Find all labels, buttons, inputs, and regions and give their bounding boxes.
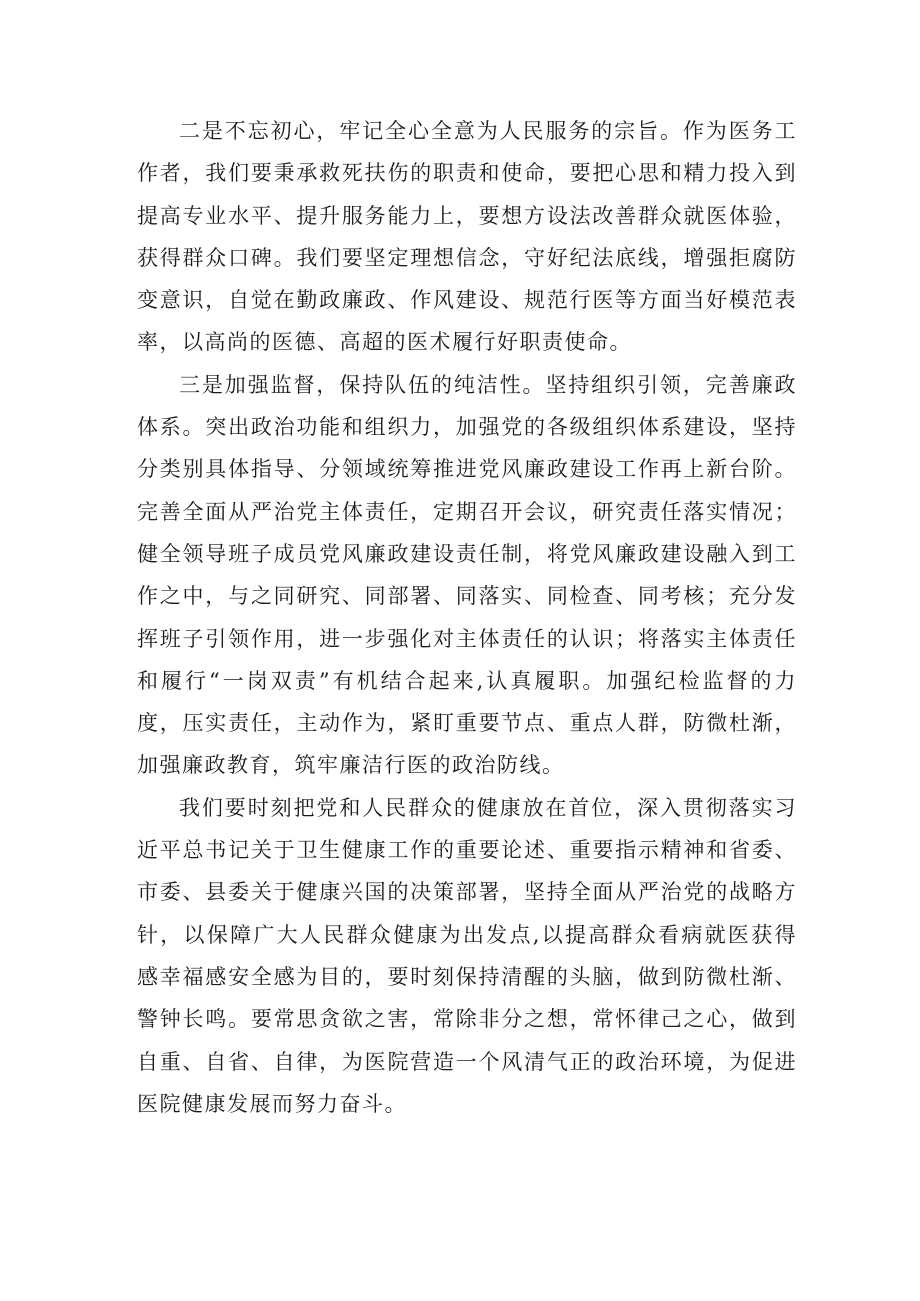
paragraph-conclusion: 我们要时刻把党和人民群众的健康放在首位，深入贯彻落实习近平总书记关于卫生健康工作的重要论述、重要指示精神和省委、市委、县委关于健康兴国的决策部署，坚持全面从严治党的战略方针，以保障广大人民群众健康为出发点,以提高群众看病就医获得感幸福感安全感为目的，要时刻保持清醒的头脑，做到防微杜渐、警钟长鸣。要常思贪欲之害，常除非分之想，常怀律己之心，做到自重、自省、自律，为医院营造一个风清气正的政治环境，为促进医院健康发展而努力奋斗。 [137, 795, 797, 1116]
document-body [137, 110, 797, 1125]
paragraph-mindset: 二是不忘初心，牢记全心全意为人民服务的宗旨。作为医务工作者，我们要秉承救死扶伤的职责和使命，要把心思和精力投入到提高专业水平、提升服务能力上，要想方设法改善群众就医体验，获得群众口碑。我们要坚定理想信念，守好纪法底线，增强拒腐防变意识，自觉在勤政廉政、作风建设、规范行医等方面当好模范表率，以高尚的医德、高超的医术履行好职责使命。 [137, 119, 797, 355]
paragraph-supervision: 三是加强监督，保持队伍的纯洁性。坚持组织引领，完善廉政体系。突出政治功能和组织力，加强党的各级组织体系建设，坚持分类别具体指导、分领域统筹推进党风廉政建设工作再上新台阶。完善全面从严治党主体责任，定期召开会议，研究责任落实情况；健全领导班子成员党风廉政建设责任制，将党风廉政建设融入到工作之中，与之同研究、同部署、同落实、同检查、同考核；充分发挥班子引领作用，进一步强化对主体责任的认识；将落实主体责任和履行“一岗双责”有机结合起来,认真履职。加强纪检监督的力度，压实责任，主动作为，紧盯重要节点、重点人群，防微杜渐，加强廉政教育，筑牢廉洁行医的政治防线。 [137, 372, 797, 778]
